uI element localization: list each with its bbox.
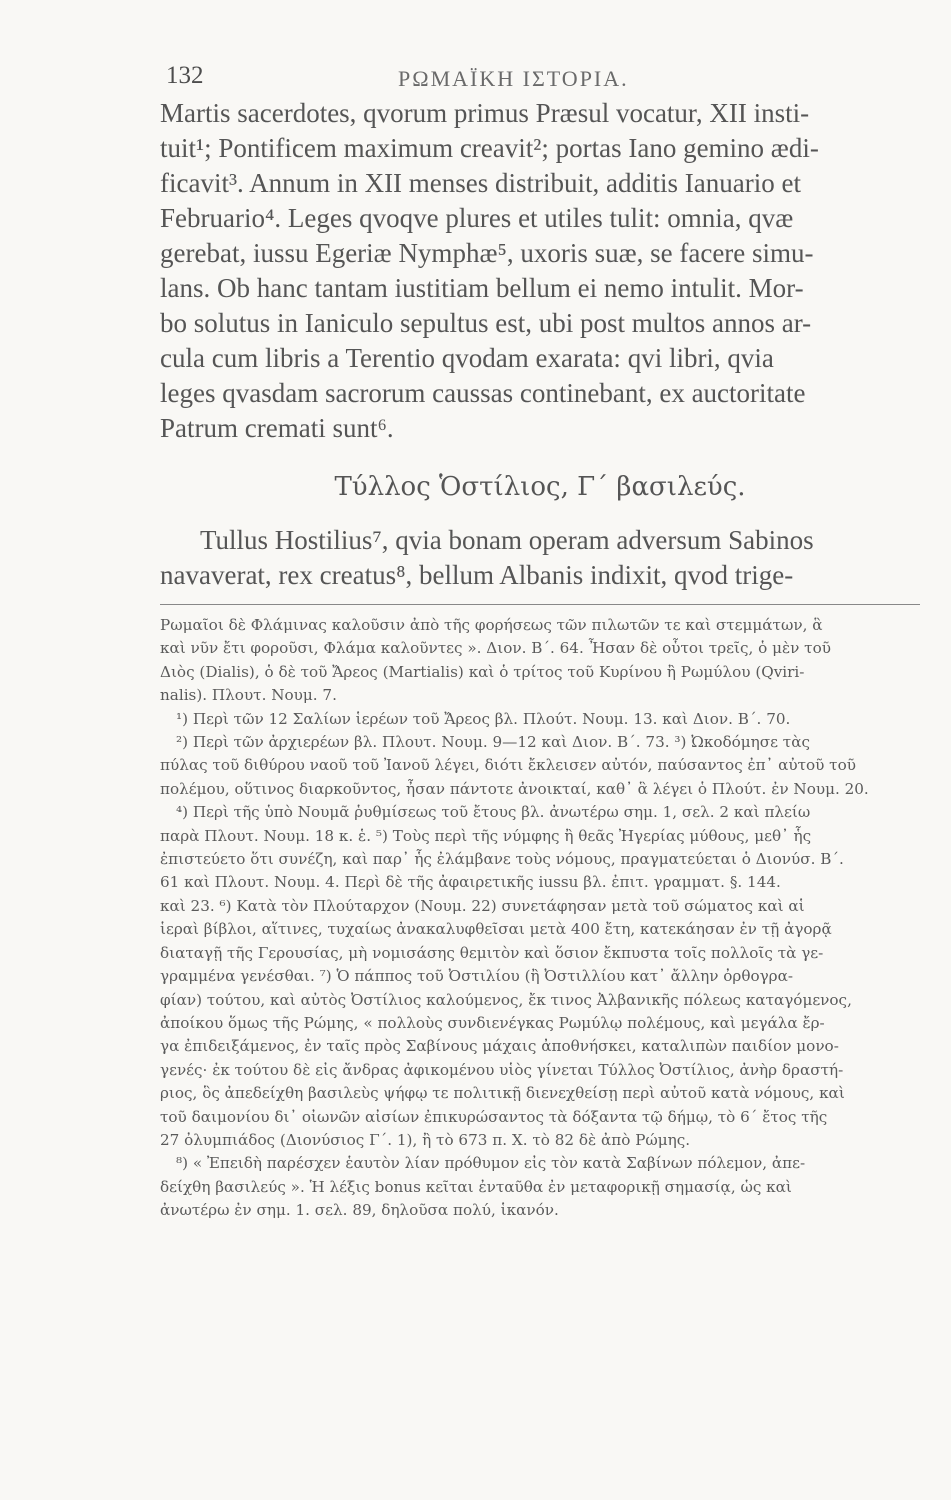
text-line: Patrum cremati sunt⁶. — [160, 413, 394, 443]
running-title: ΡΩΜΑΪΚΗ ΙΣΤΟΡΙΑ. — [398, 66, 629, 91]
footnote-line: ἀνωτέρω ἐν σημ. 1. σελ. 89, δηλοῦσα πολύ, ἱκανόν. — [160, 1201, 559, 1220]
footnote-line: τοῦ δαιμονίου δι᾽ οἰωνῶν αἰσίων ἐπικυρώσαντος τὰ δόξαντα τῷ δήμῳ, τὸ 6΄ ἔτος τῆς — [160, 1107, 828, 1126]
text-line: Tullus Hostilius⁷, qvia bonam operam adversum Sabinos — [200, 525, 814, 555]
text-line: Martis sacerdotes, qvorum primus Præsul vocatur, XII insti- — [160, 98, 810, 128]
footnote-line: ἀποίκου ὅμως τῆς Ρώμης, « πολλοὺς συνδιενέγκας Ρωμύλῳ πολέμους, καὶ μεγάλα ἔρ- — [160, 1013, 825, 1032]
footnote-line: γενές· ἐκ τούτου δὲ εἰς ἄνδρας ἀφικομένου υἱὸς γίνεται Τύλλος Ὀστίλιος, ἀνὴρ δραστή- — [160, 1060, 844, 1079]
footnote-line: 27 ὀλυμπιάδος (Διονύσιος Γ΄. 1), ἢ τὸ 673 π. Χ. τὸ 82 δὲ ἀπὸ Ρώμης. — [160, 1130, 691, 1149]
section-heading: Τύλλος Ὁστίλιος, Γ΄ βασιλεύς. — [334, 472, 746, 502]
page-number: 132 — [166, 62, 204, 89]
footnote-line: ¹) Περὶ τῶν 12 Σαλίων ἱερέων τοῦ Ἄρεος βλ. Πλούτ. Νουμ. 13. καὶ Διον. Β΄. 70. — [176, 709, 791, 728]
footnote-line: Διὸς (Dialis), ὁ δὲ τοῦ Ἄρεος (Martialis) καὶ ὁ τρίτος τοῦ Κυρίνου ἢ Ρωμύλου (Qviri- — [160, 662, 805, 681]
footnote-divider — [160, 604, 920, 605]
footnote-line: γα ἐπιδειξάμενος, ἐν ταῖς πρὸς Σαβίνους μάχαις ἀποθνήσκει, καταλιπὼν παιδίον μονο- — [160, 1037, 839, 1056]
footnote-line: γραμμένα γενέσθαι. ⁷) Ὁ πάππος τοῦ Ὀστιλίου (ἢ Ὀστιλλίου κατ᾽ ἄλλην ὀρθογρα- — [160, 967, 794, 986]
page-header — [166, 62, 926, 94]
footnote-line: ἱεραὶ βίβλοι, αἵτινες, τυχαίως ἀνακαλυφθεῖσαι μετὰ 400 ἔτη, κατεκάησαν ἐν τῇ ἀγορᾷ — [160, 920, 832, 939]
text-line: Februario⁴. Leges qvoqve plures et utiles tulit: omnia, qvæ — [160, 203, 794, 233]
text-line: lans. Ob hanc tantam iustitiam bellum ei nemo intulit. Mor- — [160, 273, 804, 303]
text-line: leges qvasdam sacrorum caussas continebant, ex auctoritate — [160, 378, 806, 408]
footnote-line: πολέμου, οὕτινος διαρκοῦντος, ἦσαν πάντοτε ἀνοικταί, καθ᾽ ἃ λέγει ὁ Πλούτ. ἐν Νουμ. 20. — [160, 779, 869, 798]
footnote-line: καὶ νῦν ἔτι φοροῦσι, Φλάμα καλοῦντες ». Διον. Β΄. 64. Ἦσαν δὲ οὗτοι τρεῖς, ὁ μὲν τοῦ — [160, 639, 831, 658]
footnote-line: φίαν) τούτου, καὶ αὐτὸς Ὀστίλιος καλούμενος, ἔκ τινος Ἀλβανικῆς πόλεως καταγόμενος, — [160, 990, 852, 1009]
text-line: cula cum libris a Terentio qvodam exarata: qvi libri, qvia — [160, 343, 774, 373]
footnote-line: Ρωμαῖοι δὲ Φλάμινας καλοῦσιν ἀπὸ τῆς φορήσεως τῶν πιλωτῶν τε καὶ στεμμάτων, ἃ — [160, 616, 823, 634]
section-paragraph — [160, 523, 920, 593]
text-line: gerebat, iussu Egeriæ Nymphæ⁵, uxoris suæ, se facere simu- — [160, 238, 814, 268]
footnote-line: πύλας τοῦ διθύρου ναοῦ τοῦ Ἰανοῦ λέγει, διότι ἔκλεισεν αὐτόν, παύσαντος ἐπ᾽ αὐτοῦ τοῦ — [160, 756, 856, 775]
text-line: ficavit³. Annum in XII menses distribuit, additis Ianuario et — [160, 168, 801, 198]
footnote-line: nalis). Πλουτ. Νουμ. 7. — [160, 686, 337, 705]
footnote-line: δείχθη βασιλεύς ». Ἡ λέξις bonus κεῖται ἐνταῦθα ἐν μεταφορικῇ σημασίᾳ, ὡς καὶ — [160, 1177, 792, 1196]
footnote-line: ⁴) Περὶ τῆς ὑπὸ Νουμᾶ ῥυθμίσεως τοῦ ἔτους βλ. ἀνωτέρω σημ. 1, σελ. 2 καὶ πλείω — [176, 803, 811, 822]
text-line: bo solutus in Ianiculo sepultus est, ubi post multos annos ar- — [160, 308, 812, 338]
footnote-line: 61 καὶ Πλουτ. Νουμ. 4. Περὶ δὲ τῆς ἀφαιρετικῆς iussu βλ. ἐπιτ. γραμματ. §. 144. — [160, 873, 781, 892]
footnote-line: ριος, ὃς ἀπεδείχθη βασιλεὺς ψήφῳ τε πολιτικῇ διενεχθείσῃ περὶ αὐτοῦ κατὰ νόμους, καὶ — [160, 1084, 845, 1103]
text-line: navaverat, rex creatus⁸, bellum Albanis indixit, qvod trige- — [160, 560, 794, 590]
footnote-line: ²) Περὶ τῶν ἀρχιερέων βλ. Πλουτ. Νουμ. 9—12 καὶ Διον. Β΄. 73. ³) Ὠκοδόμησε τὰς — [176, 733, 810, 752]
footnote-line: ἐπιστεύετο ὅτι συνέζη, καὶ παρ᾽ ἧς ἐλάμβανε τοὺς νόμους, πραγματεύεται ὁ Διονύσ. Β΄. — [160, 850, 844, 869]
footnote-line: διαταγῇ τῆς Γερουσίας, μὴ νομισάσης θεμιτὸν καὶ ὅσιον ἔκπυστα τοῖς πολλοῖς τὰ γε- — [160, 943, 824, 962]
footnotes — [160, 614, 922, 1223]
main-latin-text — [160, 96, 920, 446]
text-line: tuit¹; Pontificem maximum creavit²; portas Iano gemino ædi- — [160, 133, 819, 163]
footnote-line: καὶ 23. ⁶) Κατὰ τὸν Πλούταρχον (Νουμ. 22) συνετάφησαν μετὰ τοῦ σώματος καὶ αἱ — [160, 896, 805, 915]
footnote-line: ⁸) « Ἐπειδὴ παρέσχεν ἑαυτὸν λίαν πρόθυμον εἰς τὸν κατὰ Σαβίνων πόλεμον, ἀπε- — [176, 1154, 806, 1173]
footnote-line: παρὰ Πλουτ. Νουμ. 18 κ. ἑ. ⁵) Τοὺς περὶ τῆς νύμφης ἢ θεᾶς Ἠγερίας μύθους, μεθ᾽ ἧς — [160, 826, 812, 845]
